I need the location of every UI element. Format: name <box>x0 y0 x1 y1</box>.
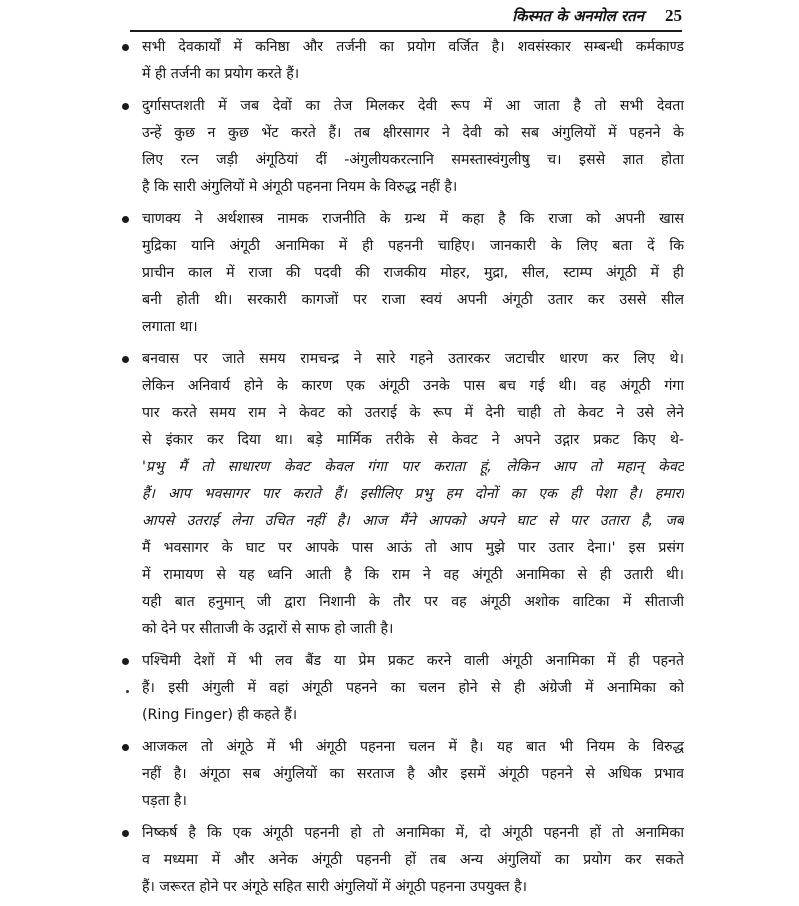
text-line: को देने पर सीताजी के उद्गारों से साफ हो जाती है। <box>142 621 394 637</box>
text-line: चाणक्य ने अर्थशास्त्र नामक राजनीति के ग्रन्थ में कहा है कि राजा को अपनी खास <box>142 211 684 227</box>
text-line: बनवास पर जाते समय रामचन्द्र ने सारे गहने उतारकर जटाचीर धारण कर लिए थे। <box>142 351 684 367</box>
stray-ink-dot <box>126 690 129 693</box>
text-line: पार करते समय राम ने केवट को उतराई के रूप में देनी चाही तो केवट ने उसे लेने <box>142 405 684 421</box>
text-line: हैं। जरूरत होने पर अंगूठे सहित सारी अंगुलियों में अंगूठी पहनना उपयुक्त है। <box>142 879 528 895</box>
running-header <box>130 4 682 28</box>
text-line: आजकल तो अंगूठे में भी अंगूठी पहनना चलन में है। यह बात भी नियम के विरुद्ध <box>142 739 684 755</box>
bullet-dot-icon <box>122 44 129 51</box>
text-line: हैं। इसी अंगुली में वहां अंगूठी पहनने का चलन होने से ही अंग्रेजी में अनामिका को <box>142 680 684 696</box>
bullet-dot-icon <box>122 103 129 110</box>
bullet-item <box>118 820 684 901</box>
text-line: (Ring Finger) ही कहते हैं। <box>142 707 298 723</box>
bullet-dot-icon <box>122 744 129 751</box>
text-line: नहीं है। अंगूठा सब अंगुलियों का सरताज है और इसमें अंगूठी पहनने से अधिक प्रभाव <box>142 766 684 782</box>
text-line: लेकिन अनिवार्य होने के कारण एक अंगूठी उनके पास बच गई थी। वह अंगूठी गंगा <box>142 378 684 394</box>
bullet-dot-icon <box>122 658 129 665</box>
bullet-dot-icon <box>122 356 129 363</box>
text-line: पड़ता है। <box>142 793 187 809</box>
bullet-item <box>118 34 684 88</box>
text-line: निष्कर्ष है कि एक अंगूठी पहननी हो तो अनामिका में, दो अंगूठी पहननी हों तो अनामिका <box>142 825 684 841</box>
bullet-item <box>118 93 684 201</box>
text-line: सभी देवकार्यों में कनिष्ठा और तर्जनी का प्रयोग वर्जित है। शवसंस्कार सम्बन्धी कर्मकाण्ड <box>142 39 684 55</box>
text-line: में ही तर्जनी का प्रयोग करते हैं। <box>142 66 300 82</box>
text-line: है कि सारी अंगुलियों मे अंगूठी पहनना नियम के विरुद्ध नहीं है। <box>142 179 458 195</box>
text-line: दुर्गासप्तशती में जब देवों का तेज मिलकर देवी रूप में आ जाता है तो सभी देवता <box>142 98 684 114</box>
running-header-title: किस्मत के अनमोल रतन <box>512 7 644 25</box>
page-number: 25 <box>665 6 682 25</box>
text-line: से इंकार कर दिया था। बड़े मार्मिक तरीके से केवट ने अपने उद्गार प्रकट किए थे- <box>142 432 684 448</box>
text-line: यही बात हनुमान् जी द्वारा निशानी के तौर पर वह अंगूठी अशोक वाटिका में सीताजी <box>142 594 684 610</box>
text-line: पश्चिमी देशों में भी लव बैंड या प्रेम प्रकट करने वाली अंगूठी अनामिका में ही पहनते <box>142 653 684 669</box>
bullet-item <box>118 346 684 643</box>
bullet-dot-icon <box>122 830 129 837</box>
bullet-dot-icon <box>122 216 129 223</box>
body-text <box>118 34 684 906</box>
text-line: मुद्रिका यानि अंगूठी अनामिका में ही पहननी चाहिए। जानकारी के लिए बता दें कि <box>142 238 684 254</box>
bullet-item <box>118 648 684 729</box>
bullet-item <box>118 206 684 341</box>
text-line: हैं। आप भवसागर पार कराते हैं। इसीलिए प्रभु हम दोनों का एक ही पेशा है। हमारा <box>142 486 684 502</box>
text-line: उन्हें कुछ न कुछ भेंट करते हैं। तब क्षीरसागर ने देवी को सब अंगुलियों में पहनने के <box>142 125 684 141</box>
text-line: बनी होती थी। सरकारी कागजों पर राजा स्वयं अपनी अंगूठी उतार कर उससे सील <box>142 292 684 308</box>
text-line: आपसे उतराई लेना उचित नहीं है। आज मैंने आपको अपने घाट से पार उतारा है, जब <box>142 513 684 529</box>
bullet-item <box>118 734 684 815</box>
text-line: व मध्यमा में और अनेक अंगूठी पहननी हों तब अन्य अंगुलियों का प्रयोग कर सकते <box>142 852 684 868</box>
text-line: प्राचीन काल में राजा की पदवी की राजकीय मोहर, मुद्रा, सील, स्टाम्प अंगूठी में ही <box>142 265 684 281</box>
header-rule <box>130 30 682 32</box>
text-line: 'प्रभु मैं तो साधारण केवट केवल गंगा पार कराता हूं, लेकिन आप तो महान् केवट <box>142 459 684 475</box>
text-line: लिए रत्न जड़ी अंगूठियां दीं -अंगुलीयकरत्नानि समस्तास्वंगुलीषु च। इससे ज्ञात होता <box>142 152 684 168</box>
text-line: लगाता था। <box>142 319 198 335</box>
text-line: मैं भवसागर के घाट पर आपके पास आऊं तो आप मुझे पार उतार देना।' इस प्रसंग <box>142 540 684 556</box>
text-line: में रामायण से यह ध्वनि आती है कि राम ने वह अंगूठी अनामिका से ही उतारी थी। <box>142 567 684 583</box>
